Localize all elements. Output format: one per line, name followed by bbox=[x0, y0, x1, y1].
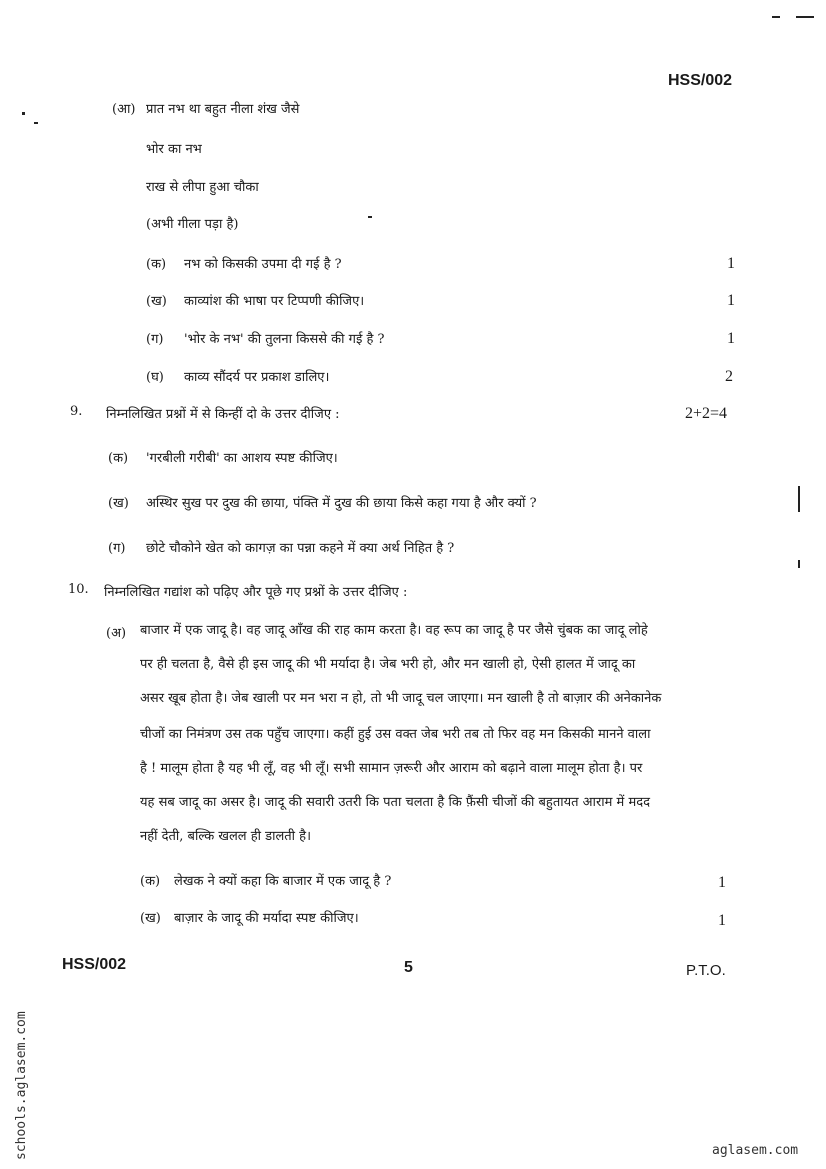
sub-question-label: (घ) bbox=[146, 370, 164, 385]
question-text: निम्नलिखित गद्यांश को पढ़िए और पूछे गए प्रश्नों के उत्तर दीजिए : bbox=[104, 585, 408, 600]
marks: 2 bbox=[725, 368, 733, 385]
pto-label: P.T.O. bbox=[686, 962, 726, 979]
scan-mark bbox=[796, 16, 814, 18]
sub-question-label: (ग) bbox=[146, 332, 164, 347]
sub-question-text: काव्यांश की भाषा पर टिप्पणी कीजिए। bbox=[184, 294, 365, 309]
sub-question-text: 'भोर के नभ' की तुलना किससे की गई है ? bbox=[184, 332, 385, 347]
passage-line: बाजार में एक जादू है। वह जादू आँख की राह काम करता है। वह रूप का जादू है पर जैसे चुंबक का जादू लोहे bbox=[140, 623, 648, 638]
marks: 1 bbox=[727, 292, 735, 309]
scan-mark bbox=[798, 486, 800, 512]
passage-line: चीजों का निमंत्रण उस तक पहुँच जाएगा। कहीं हुई उस वक्त जेब भरी तब तो फिर वह मन किसकी मानने वाला bbox=[140, 727, 651, 742]
poem-line: भोर का नभ bbox=[146, 142, 202, 157]
sub-question-text: बाज़ार के जादू की मर्यादा स्पष्ट कीजिए। bbox=[174, 911, 359, 926]
question-number: 9. bbox=[70, 404, 83, 419]
marks: 1 bbox=[718, 874, 726, 891]
sub-question-text: नभ को किसकी उपमा दी गई है ? bbox=[184, 257, 342, 272]
marks: 1 bbox=[718, 912, 726, 929]
sub-question-text: छोटे चौकोने खेत को कागज़ का पन्ना कहने में क्या अर्थ निहित है ? bbox=[146, 541, 455, 556]
sub-question-text: 'गरबीली गरीबी' का आशय स्पष्ट कीजिए। bbox=[146, 451, 338, 466]
footer-paper-code: HSS/002 bbox=[62, 956, 127, 973]
scan-mark bbox=[22, 112, 25, 115]
passage-line: नहीं देती, बल्कि खलल ही डालती है। bbox=[140, 829, 312, 844]
passage-label: (अ) bbox=[106, 626, 127, 641]
marks: 1 bbox=[727, 330, 735, 347]
poem-line: (अभी गीला पड़ा है) bbox=[146, 217, 239, 232]
passage-line: पर ही चलता है, वैसे ही इस जादू की भी मर्यादा है। जेब भरी हो, और मन खाली हो, ऐसी हालत में जादू का bbox=[140, 657, 636, 672]
sub-question-label: (ख) bbox=[108, 496, 129, 511]
passage-line: यह सब जादू का असर है। जादू की सवारी उतरी कि पता चलता है कि फ़ैंसी चीजों की बहुतायत आराम में मदद bbox=[140, 795, 651, 810]
marks: 1 bbox=[727, 255, 735, 272]
sub-question-label: (क) bbox=[146, 257, 167, 272]
passage-line: है ! मालूम होता है यह भी लूँ, वह भी लूँ। सभी सामान ज़रूरी और आराम को बढ़ाने वाला मालूम होता है। पर bbox=[140, 761, 643, 776]
sub-question-text: काव्य सौंदर्य पर प्रकाश डालिए। bbox=[184, 370, 330, 385]
scan-mark bbox=[798, 560, 800, 568]
poem-line: प्रात नभ था बहुत नीला शंख जैसे bbox=[146, 102, 300, 117]
page-number: 5 bbox=[404, 959, 413, 976]
sub-question-label: (ख) bbox=[140, 911, 161, 926]
scan-mark bbox=[368, 216, 372, 218]
sub-question-text: लेखक ने क्यों कहा कि बाजार में एक जादू है ? bbox=[174, 874, 392, 889]
bottom-watermark: aglasem.com bbox=[712, 1143, 799, 1158]
sub-question-label: (क) bbox=[140, 874, 161, 889]
question-text: निम्नलिखित प्रश्नों में से किन्हीं दो के उत्तर दीजिए : bbox=[106, 407, 340, 422]
sub-question-label: (क) bbox=[108, 451, 129, 466]
sub-question-label: (ख) bbox=[146, 294, 167, 309]
sub-question-text: अस्थिर सुख पर दुख की छाया, पंक्ति में दुख की छाया किसे कहा गया है और क्यों ? bbox=[146, 496, 537, 511]
side-watermark: schools.aglasem.com bbox=[14, 1011, 29, 1160]
scan-mark bbox=[772, 16, 780, 18]
paper-code-header: HSS/002 bbox=[668, 72, 733, 89]
passage-line: असर खूब होता है। जेब खाली पर मन भरा न हो, तो भी जादू चल जाएगा। मन खाली है तो बाज़ार की अनेकानेक bbox=[140, 691, 662, 706]
marks: 2+2=4 bbox=[685, 405, 728, 422]
sub-question-label: (ग) bbox=[108, 541, 126, 556]
question-number: 10. bbox=[68, 582, 89, 597]
poem-line: राख से लीपा हुआ चौका bbox=[146, 180, 259, 195]
q8b-label: (आ) bbox=[112, 102, 136, 117]
scan-mark bbox=[34, 122, 38, 124]
